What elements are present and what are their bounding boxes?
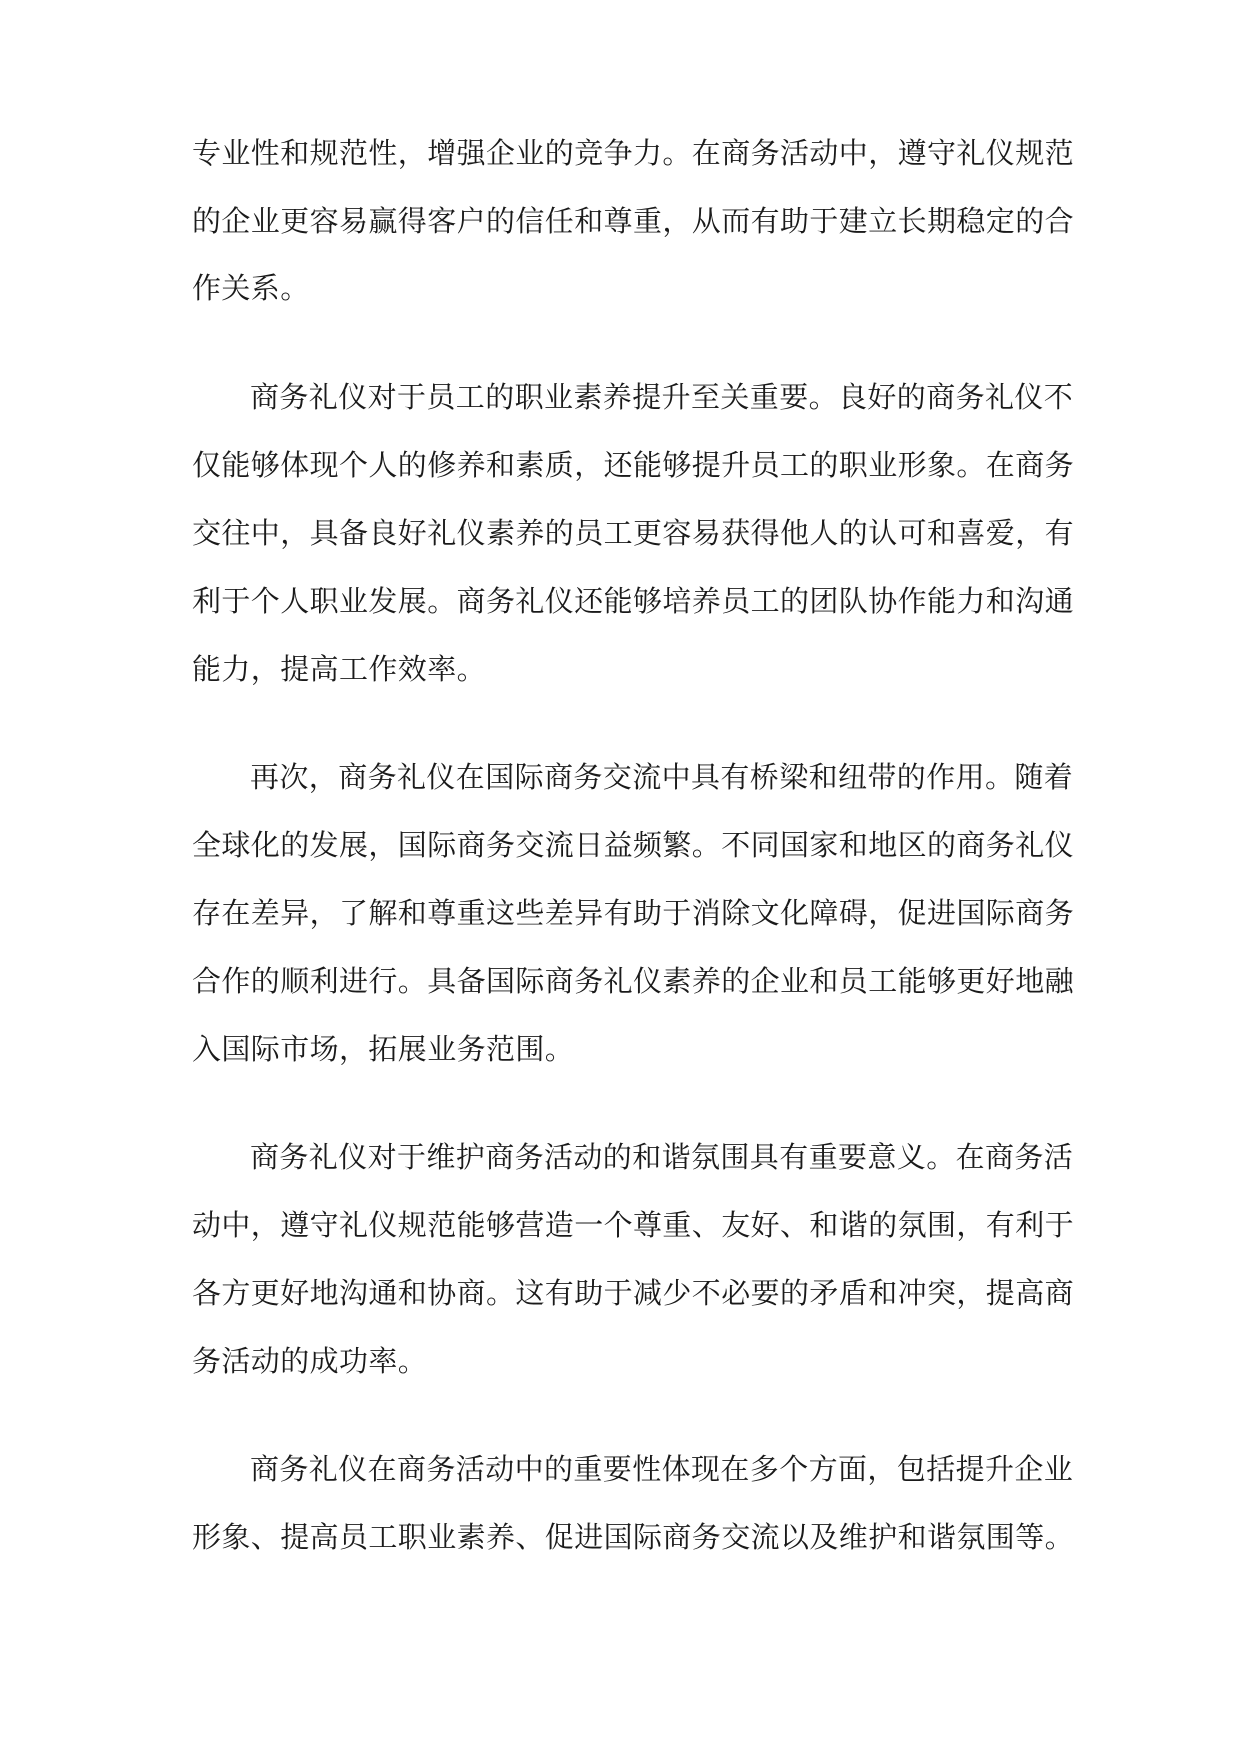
text-line: 入国际市场，拓展业务范围。	[192, 1032, 575, 1066]
text-line: 专业性和规范性，增强企业的竞争力。在商务活动中，遵守礼仪规范	[192, 136, 1075, 170]
text-line: 各方更好地沟通和协商。这有助于减少不必要的矛盾和冲突，提高商	[192, 1276, 1075, 1310]
paragraph-first-line: 再次，商务礼仪在国际商务交流中具有桥梁和纽带的作用。随着	[250, 760, 1074, 794]
text-line: 动中，遵守礼仪规范能够营造一个尊重、友好、和谐的氛围，有利于	[192, 1208, 1075, 1242]
text-line: 交往中，具备良好礼仪素养的员工更容易获得他人的认可和喜爱，有	[192, 516, 1075, 550]
text-line: 务活动的成功率。	[192, 1344, 428, 1378]
paragraph-first-line: 商务礼仪对于维护商务活动的和谐氛围具有重要意义。在商务活	[250, 1140, 1074, 1174]
text-line: 仅能够体现个人的修养和素质，还能够提升员工的职业形象。在商务	[192, 448, 1075, 482]
text-line: 形象、提高员工职业素养、促进国际商务交流以及维护和谐氛围等。	[192, 1520, 1075, 1554]
text-line: 合作的顺利进行。具备国际商务礼仪素养的企业和员工能够更好地融	[192, 964, 1075, 998]
text-line: 作关系。	[192, 271, 310, 305]
text-line: 的企业更容易赢得客户的信任和尊重，从而有助于建立长期稳定的合	[192, 204, 1075, 238]
text-line: 能力，提高工作效率。	[192, 652, 487, 686]
text-line: 利于个人职业发展。商务礼仪还能够培养员工的团队协作能力和沟通	[192, 584, 1075, 618]
paragraph-first-line: 商务礼仪对于员工的职业素养提升至关重要。良好的商务礼仪不	[250, 380, 1074, 414]
paragraph-first-line: 商务礼仪在商务活动中的重要性体现在多个方面，包括提升企业	[250, 1452, 1074, 1486]
text-line: 全球化的发展，国际商务交流日益频繁。不同国家和地区的商务礼仪	[192, 828, 1075, 862]
text-line: 存在差异，了解和尊重这些差异有助于消除文化障碍，促进国际商务	[192, 896, 1075, 930]
